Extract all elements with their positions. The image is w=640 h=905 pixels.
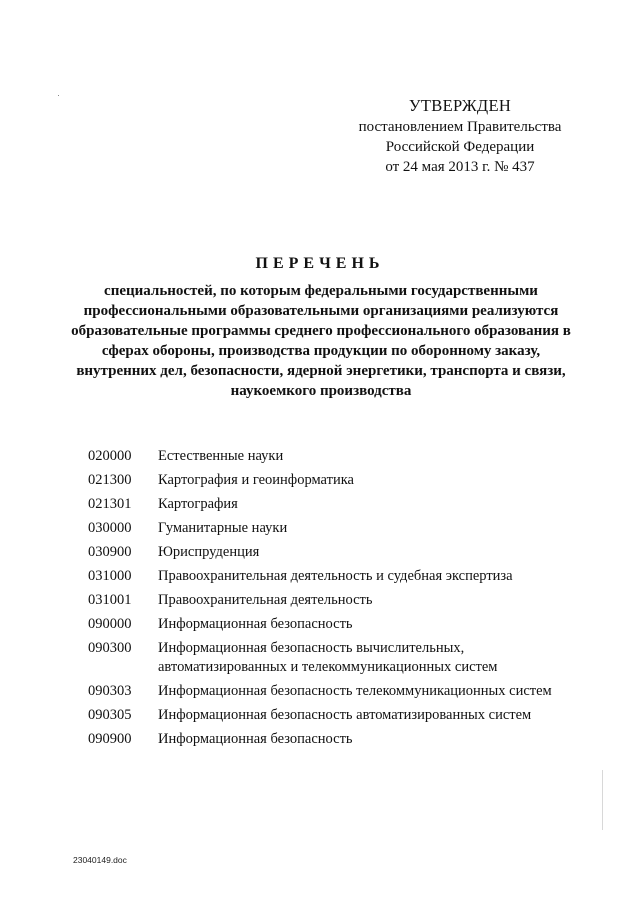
specialty-name: Информационная безопасность автоматизированных систем — [158, 707, 532, 723]
specialty-code: 021300 — [88, 472, 132, 488]
specialty-name: Информационная безопасность — [158, 616, 353, 632]
specialty-name: Правоохранительная деятельность и судебная экспертиза — [158, 568, 513, 584]
approval-line-2: Российской Федерации — [385, 139, 535, 155]
specialty-name: Картография — [158, 496, 238, 512]
specialty-list — [88, 447, 568, 754]
list-item — [88, 471, 568, 490]
specialty-name: Естественные науки — [158, 448, 284, 464]
specialty-name: Правоохранительная деятельность — [158, 592, 373, 608]
specialty-code: 030900 — [88, 544, 132, 560]
specialty-code: 030000 — [88, 520, 132, 536]
specialty-code: 090305 — [88, 707, 132, 723]
list-item — [88, 495, 568, 514]
approved-heading: УТВЕРЖДЕН — [408, 96, 512, 115]
approval-stamp — [330, 96, 590, 177]
list-item — [88, 567, 568, 586]
specialty-code: 020000 — [88, 448, 132, 464]
document-subtitle: специальностей, по которым федеральными государственными профессиональными образовательными организациями реализуются образовательные программы среднего профессионального образования в сферах обороны, производства продукции по оборонному заказу, внутренних дел, безопасности, ядерной энергетики, транспорта и связи, наукоемкого производства — [71, 283, 571, 399]
specialty-name: Юриспруденция — [158, 544, 260, 560]
list-item — [88, 682, 568, 701]
specialty-name: Гуманитарные науки — [158, 520, 288, 536]
specialty-code: 031000 — [88, 568, 132, 584]
specialty-name: Информационная безопасность — [158, 731, 353, 747]
list-item — [88, 706, 568, 725]
list-item — [88, 639, 568, 677]
scan-speck — [58, 95, 59, 96]
specialty-name: Информационная безопасность телекоммуникационных систем — [158, 683, 552, 699]
list-item — [88, 519, 568, 538]
file-name-footer: 23040149.doc — [73, 855, 127, 865]
list-item — [88, 730, 568, 749]
specialty-code: 031001 — [88, 592, 132, 608]
specialty-name: Информационная безопасность вычислительных, автоматизированных и телекоммуникационных систем — [158, 640, 498, 675]
scan-edge-mark — [602, 770, 603, 830]
specialty-code: 090000 — [88, 616, 132, 632]
specialty-code: 090300 — [88, 640, 132, 656]
approval-line-3: от 24 мая 2013 г. № 437 — [385, 159, 535, 175]
specialty-code: 021301 — [88, 496, 132, 512]
specialty-code: 090900 — [88, 731, 132, 747]
list-item — [88, 615, 568, 634]
specialty-code: 090303 — [88, 683, 132, 699]
list-item — [88, 447, 568, 466]
specialty-name: Картография и геоинформатика — [158, 472, 354, 488]
list-item — [88, 591, 568, 610]
list-item — [88, 543, 568, 562]
approval-line-1: постановлением Правительства — [358, 119, 562, 135]
document-title: ПЕРЕЧЕНЬ — [255, 255, 385, 272]
